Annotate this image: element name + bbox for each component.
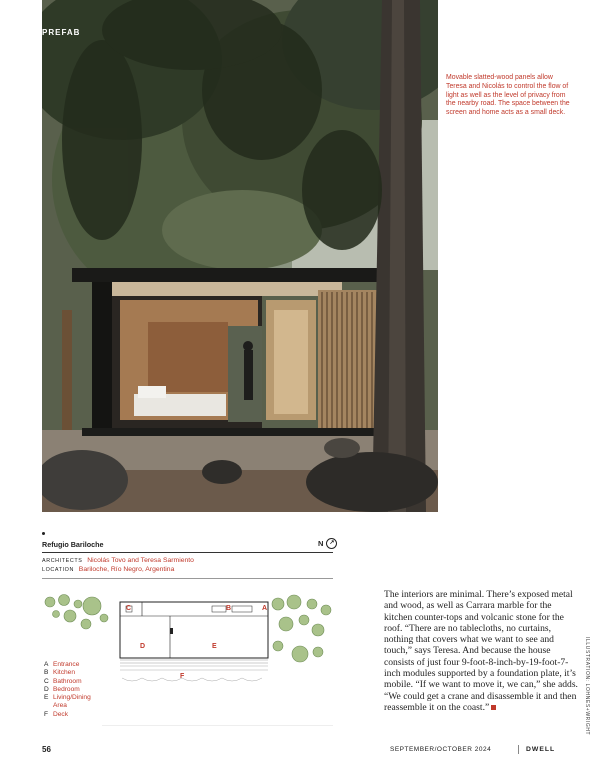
issue-date: SEPTEMBER/OCTOBER 2024	[390, 746, 492, 753]
divider	[42, 578, 333, 579]
plan-legend	[44, 661, 91, 719]
article-paragraph: The interiors are minimal. There’s exposed metal and wood, as well as Carrara marble for the kitchen counter-tops and volcanic stone for the roof. “There are no tablecloths, no curtains, nothing that covers what we want to see and touch,” says Teresa. And because the house consists of just four 9-foot-8-inch-by-19-foot-7-inch modules supported by a foundation plate, it’s mobile. “If we want to move it, we can,” she adds. “We could get a crane and disassemble it and then reassemble it on the coast.”	[384, 589, 578, 713]
article-body	[384, 589, 580, 713]
page-number: 56	[42, 745, 51, 754]
illustration-credit: ILLUSTRATION: LOHNES+WRIGHT	[584, 637, 590, 736]
legend-item: E Living/Dining	[44, 694, 91, 702]
plan-label-f: F	[180, 673, 185, 680]
project-title: Refugio Bariloche	[42, 540, 104, 549]
section-tag: PREFAB	[42, 28, 81, 37]
north-arrow-icon: ↗	[326, 538, 337, 549]
cabin-photo	[42, 0, 438, 512]
legend-item: C Bathroom	[44, 677, 82, 685]
legend-item: B Kitchen	[44, 669, 75, 677]
architects-row	[42, 557, 194, 564]
north-label: N	[318, 539, 324, 548]
end-mark-icon	[491, 705, 496, 710]
bullet-dot	[42, 532, 45, 535]
divider	[42, 552, 333, 553]
footer-divider	[518, 745, 519, 754]
location-label: LOCATION	[42, 567, 74, 573]
legend-item: F Deck	[44, 710, 69, 718]
plan-label-b: B	[226, 605, 232, 612]
location-value: Bariloche, Río Negro, Argentina	[78, 566, 175, 573]
legend-item: D Bedroom	[44, 685, 80, 693]
location-row	[42, 566, 174, 573]
legend-item: A Entrance	[44, 661, 80, 668]
legend-item: Area	[53, 702, 67, 710]
plan-label-d: D	[140, 643, 146, 650]
cabin-photo-illustration	[42, 0, 438, 512]
magazine-brand: DWELL	[526, 746, 556, 753]
architects-value: Nicolás Tovo and Teresa Sarmiento	[87, 557, 194, 564]
plan-label-e: E	[212, 643, 217, 650]
photo-caption: Movable slatted-wood panels allow Teresa and Nicolás to control the flow of light as well as the level of privacy from the nearby road. The space between the screen and home acts as a small deck.	[446, 74, 570, 117]
plan-label-c: C	[126, 605, 132, 612]
floor-plan	[42, 594, 333, 664]
plan-label-a: A	[262, 605, 268, 612]
architects-label: ARCHITECTS	[42, 558, 83, 564]
north-indicator	[318, 538, 337, 549]
